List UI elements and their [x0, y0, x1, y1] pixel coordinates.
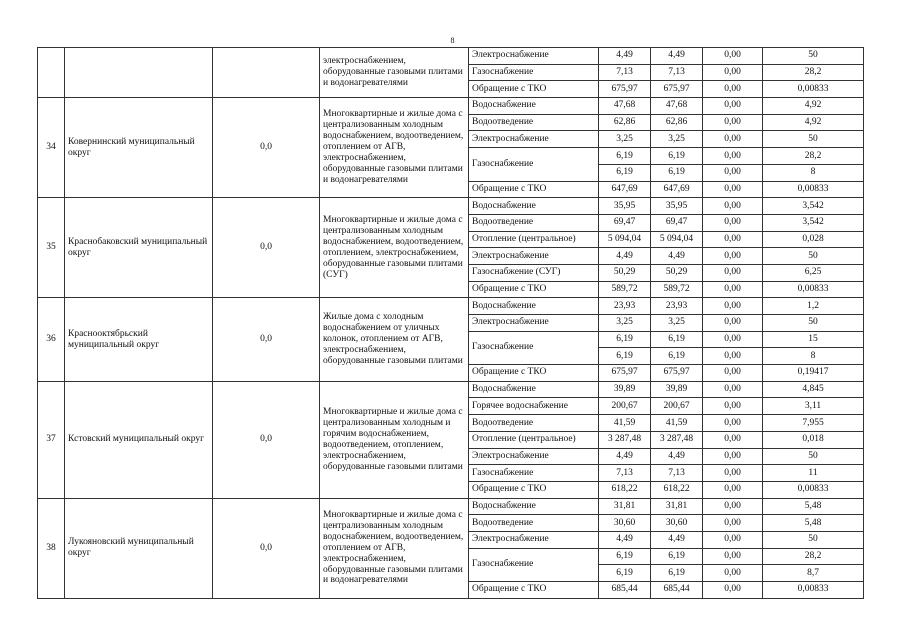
service-value-v4: 50 — [763, 131, 864, 148]
service-value-v3: 0,00 — [703, 415, 763, 432]
service-value-v4: 28,2 — [763, 64, 864, 81]
page-number: 8 — [450, 36, 455, 45]
service-value-v4: 4,92 — [763, 98, 864, 115]
service-value-v2: 6,19 — [651, 565, 703, 582]
service-name: Обращение с ТКО — [469, 582, 599, 599]
service-name: Отопление (центральное) — [469, 231, 599, 248]
row-number: 34 — [38, 98, 65, 198]
service-value-v2: 3,25 — [651, 131, 703, 148]
service-value-v2: 5 094,04 — [651, 231, 703, 248]
service-value-v2: 618,22 — [651, 481, 703, 498]
service-value-v2: 35,95 — [651, 198, 703, 215]
service-name: Водоотведение — [469, 415, 599, 432]
service-value-v1: 4,49 — [599, 448, 651, 465]
service-value-v3: 0,00 — [703, 81, 763, 98]
service-value-v2: 675,97 — [651, 365, 703, 382]
service-value-v3: 0,00 — [703, 64, 763, 81]
service-value-v3: 0,00 — [703, 348, 763, 365]
service-value-v4: 5,48 — [763, 515, 864, 532]
district-name — [65, 48, 213, 98]
district-name: Кстовский муниципальный округ — [65, 381, 213, 498]
service-value-v2: 685,44 — [651, 582, 703, 599]
service-value-v4: 8 — [763, 348, 864, 365]
service-value-v3: 0,00 — [703, 248, 763, 265]
service-value-v1: 69,47 — [599, 214, 651, 231]
service-value-v4: 0,19417 — [763, 365, 864, 382]
service-value-v3: 0,00 — [703, 398, 763, 415]
row-number: 35 — [38, 198, 65, 298]
service-value-v2: 589,72 — [651, 281, 703, 298]
service-value-v4: 3,11 — [763, 398, 864, 415]
service-value-v1: 685,44 — [599, 582, 651, 599]
service-value-v4: 50 — [763, 315, 864, 332]
service-value-v4: 50 — [763, 448, 864, 465]
service-value-v1: 6,19 — [599, 548, 651, 565]
service-value-v4: 0,00833 — [763, 81, 864, 98]
coefficient: 0,0 — [213, 98, 320, 198]
service-value-v3: 0,00 — [703, 431, 763, 448]
service-value-v4: 0,018 — [763, 431, 864, 448]
coefficient: 0,0 — [213, 198, 320, 298]
service-value-v3: 0,00 — [703, 181, 763, 198]
service-value-v2: 6,19 — [651, 148, 703, 165]
service-name: Водоснабжение — [469, 98, 599, 115]
service-value-v2: 31,81 — [651, 498, 703, 515]
service-value-v3: 0,00 — [703, 131, 763, 148]
service-value-v2: 23,93 — [651, 298, 703, 315]
service-value-v4: 5,48 — [763, 498, 864, 515]
service-value-v1: 7,13 — [599, 64, 651, 81]
service-name: Горячее водоснабжение — [469, 398, 599, 415]
service-value-v1: 589,72 — [599, 281, 651, 298]
service-value-v1: 675,97 — [599, 365, 651, 382]
service-name: Газоснабжение (СУГ) — [469, 264, 599, 281]
service-value-v2: 6,19 — [651, 548, 703, 565]
table-row — [38, 381, 864, 398]
service-name: Газоснабжение — [469, 64, 599, 81]
service-value-v4: 3,542 — [763, 214, 864, 231]
service-value-v1: 31,81 — [599, 498, 651, 515]
service-value-v4: 0,028 — [763, 231, 864, 248]
service-value-v3: 0,00 — [703, 264, 763, 281]
service-name: Обращение с ТКО — [469, 365, 599, 382]
service-name: Газоснабжение — [469, 465, 599, 482]
service-value-v1: 50,29 — [599, 264, 651, 281]
service-name: Электроснабжение — [469, 315, 599, 332]
service-name: Обращение с ТКО — [469, 181, 599, 198]
service-name: Электроснабжение — [469, 448, 599, 465]
service-value-v4: 7,955 — [763, 415, 864, 432]
coefficient: 0,0 — [213, 498, 320, 598]
district-name: Краснооктябрьский муниципальный округ — [65, 298, 213, 381]
service-value-v2: 7,13 — [651, 64, 703, 81]
service-value-v3: 0,00 — [703, 515, 763, 532]
service-value-v1: 6,19 — [599, 148, 651, 165]
service-value-v2: 4,49 — [651, 448, 703, 465]
service-name: Водоснабжение — [469, 198, 599, 215]
service-value-v2: 4,49 — [651, 48, 703, 65]
service-value-v2: 41,59 — [651, 415, 703, 432]
service-value-v1: 23,93 — [599, 298, 651, 315]
service-name: Электроснабжение — [469, 248, 599, 265]
service-value-v4: 0,00833 — [763, 481, 864, 498]
service-value-v1: 6,19 — [599, 565, 651, 582]
service-name: Газоснабжение — [469, 331, 599, 364]
service-value-v3: 0,00 — [703, 214, 763, 231]
service-name: Водоотведение — [469, 114, 599, 131]
service-value-v1: 30,60 — [599, 515, 651, 532]
service-name: Электроснабжение — [469, 48, 599, 65]
service-name: Водоснабжение — [469, 298, 599, 315]
service-value-v2: 3,25 — [651, 315, 703, 332]
table-row — [38, 498, 864, 515]
service-value-v1: 47,68 — [599, 98, 651, 115]
service-value-v4: 8,7 — [763, 565, 864, 582]
service-value-v4: 4,845 — [763, 381, 864, 398]
service-name: Водоснабжение — [469, 381, 599, 398]
coefficient: 0,0 — [213, 298, 320, 381]
service-value-v2: 4,49 — [651, 531, 703, 548]
service-value-v3: 0,00 — [703, 164, 763, 181]
housing-description: Многоквартирные и жилые дома с централизованным холодным и горячим водоснабжением, водоотведением, отоплением, электроснабжением, оборудованные газовыми плитами — [320, 381, 469, 498]
service-value-v3: 0,00 — [703, 448, 763, 465]
service-value-v3: 0,00 — [703, 48, 763, 65]
service-value-v3: 0,00 — [703, 231, 763, 248]
housing-description: Многоквартирные и жилые дома с централизованным холодным водоснабжением, водоотведением, отоплением, электроснабжением, оборудованные газовыми плитами (СУГ) — [320, 198, 469, 298]
service-value-v1: 35,95 — [599, 198, 651, 215]
service-value-v3: 0,00 — [703, 565, 763, 582]
service-name: Электроснабжение — [469, 531, 599, 548]
service-value-v2: 62,86 — [651, 114, 703, 131]
service-value-v4: 28,2 — [763, 548, 864, 565]
service-value-v4: 0,00833 — [763, 582, 864, 599]
row-number — [38, 48, 65, 98]
service-value-v3: 0,00 — [703, 365, 763, 382]
district-name: Краснобаковский муниципальный округ — [65, 198, 213, 298]
table-row — [38, 48, 864, 65]
service-name: Водоотведение — [469, 515, 599, 532]
service-value-v1: 3,25 — [599, 315, 651, 332]
service-value-v4: 11 — [763, 465, 864, 482]
service-name: Газоснабжение — [469, 548, 599, 581]
service-value-v4: 50 — [763, 248, 864, 265]
service-value-v1: 39,89 — [599, 381, 651, 398]
row-number: 38 — [38, 498, 65, 598]
service-value-v4: 50 — [763, 531, 864, 548]
service-value-v1: 4,49 — [599, 48, 651, 65]
service-value-v4: 6,25 — [763, 264, 864, 281]
service-value-v2: 30,60 — [651, 515, 703, 532]
district-name: Ковернинский муниципальный округ — [65, 98, 213, 198]
service-value-v3: 0,00 — [703, 331, 763, 348]
row-number: 36 — [38, 298, 65, 381]
service-value-v2: 47,68 — [651, 98, 703, 115]
table-row — [38, 198, 864, 215]
service-value-v3: 0,00 — [703, 498, 763, 515]
service-value-v3: 0,00 — [703, 582, 763, 599]
service-value-v1: 675,97 — [599, 81, 651, 98]
row-number: 37 — [38, 381, 65, 498]
service-value-v3: 0,00 — [703, 98, 763, 115]
service-value-v1: 5 094,04 — [599, 231, 651, 248]
service-name: Электроснабжение — [469, 131, 599, 148]
service-name: Обращение с ТКО — [469, 281, 599, 298]
service-value-v4: 4,92 — [763, 114, 864, 131]
service-value-v4: 1,2 — [763, 298, 864, 315]
service-value-v2: 6,19 — [651, 348, 703, 365]
service-value-v2: 7,13 — [651, 465, 703, 482]
service-value-v2: 647,69 — [651, 181, 703, 198]
service-value-v3: 0,00 — [703, 381, 763, 398]
service-value-v1: 6,19 — [599, 164, 651, 181]
service-value-v2: 39,89 — [651, 381, 703, 398]
service-value-v2: 675,97 — [651, 81, 703, 98]
service-value-v4: 8 — [763, 164, 864, 181]
tariff-table — [37, 47, 864, 599]
housing-description: Многоквартирные и жилые дома с централизованным холодным водоснабжением, водоотведением, отоплением от АГВ, электроснабжением, оборудованные газовыми плитами и водонагревателями — [320, 98, 469, 198]
coefficient: 0,0 — [213, 381, 320, 498]
service-value-v3: 0,00 — [703, 148, 763, 165]
service-value-v2: 3 287,48 — [651, 431, 703, 448]
service-name: Водоотведение — [469, 214, 599, 231]
housing-description: Многоквартирные и жилые дома с централизованным холодным водоснабжением, водоотведением, отоплением от АГВ, электроснабжением, оборудованные газовыми плитами и водонагревателями — [320, 498, 469, 598]
service-value-v3: 0,00 — [703, 298, 763, 315]
service-value-v1: 41,59 — [599, 415, 651, 432]
service-value-v3: 0,00 — [703, 315, 763, 332]
service-value-v4: 15 — [763, 331, 864, 348]
table-row — [38, 298, 864, 315]
service-value-v3: 0,00 — [703, 281, 763, 298]
table-row — [38, 98, 864, 115]
service-value-v1: 62,86 — [599, 114, 651, 131]
service-value-v1: 3,25 — [599, 131, 651, 148]
service-name: Отопление (центральное) — [469, 431, 599, 448]
service-value-v1: 4,49 — [599, 531, 651, 548]
service-value-v3: 0,00 — [703, 114, 763, 131]
service-value-v4: 50 — [763, 48, 864, 65]
service-value-v1: 7,13 — [599, 465, 651, 482]
service-value-v2: 200,67 — [651, 398, 703, 415]
service-value-v1: 200,67 — [599, 398, 651, 415]
service-value-v3: 0,00 — [703, 198, 763, 215]
service-name: Водоснабжение — [469, 498, 599, 515]
service-value-v2: 6,19 — [651, 331, 703, 348]
service-value-v2: 6,19 — [651, 164, 703, 181]
service-value-v2: 69,47 — [651, 214, 703, 231]
housing-description: Жилые дома с холодным водоснабжением от уличных колонок, отоплением от АГВ, электроснабжением, оборудованные газовыми плитами — [320, 298, 469, 381]
service-value-v4: 0,00833 — [763, 181, 864, 198]
service-value-v2: 50,29 — [651, 264, 703, 281]
housing-description: электроснабжением, оборудованные газовыми плитами и водонагревателями — [320, 48, 469, 98]
service-value-v3: 0,00 — [703, 531, 763, 548]
service-value-v2: 4,49 — [651, 248, 703, 265]
service-value-v3: 0,00 — [703, 481, 763, 498]
service-value-v1: 6,19 — [599, 331, 651, 348]
service-value-v1: 3 287,48 — [599, 431, 651, 448]
service-value-v1: 6,19 — [599, 348, 651, 365]
service-value-v4: 28,2 — [763, 148, 864, 165]
service-name: Газоснабжение — [469, 148, 599, 181]
service-name: Обращение с ТКО — [469, 81, 599, 98]
service-value-v3: 0,00 — [703, 548, 763, 565]
service-value-v3: 0,00 — [703, 465, 763, 482]
coefficient — [213, 48, 320, 98]
service-name: Обращение с ТКО — [469, 481, 599, 498]
service-value-v1: 618,22 — [599, 481, 651, 498]
service-value-v1: 647,69 — [599, 181, 651, 198]
service-value-v1: 4,49 — [599, 248, 651, 265]
district-name: Лукояновский муниципальный округ — [65, 498, 213, 598]
service-value-v4: 0,00833 — [763, 281, 864, 298]
service-value-v4: 3,542 — [763, 198, 864, 215]
